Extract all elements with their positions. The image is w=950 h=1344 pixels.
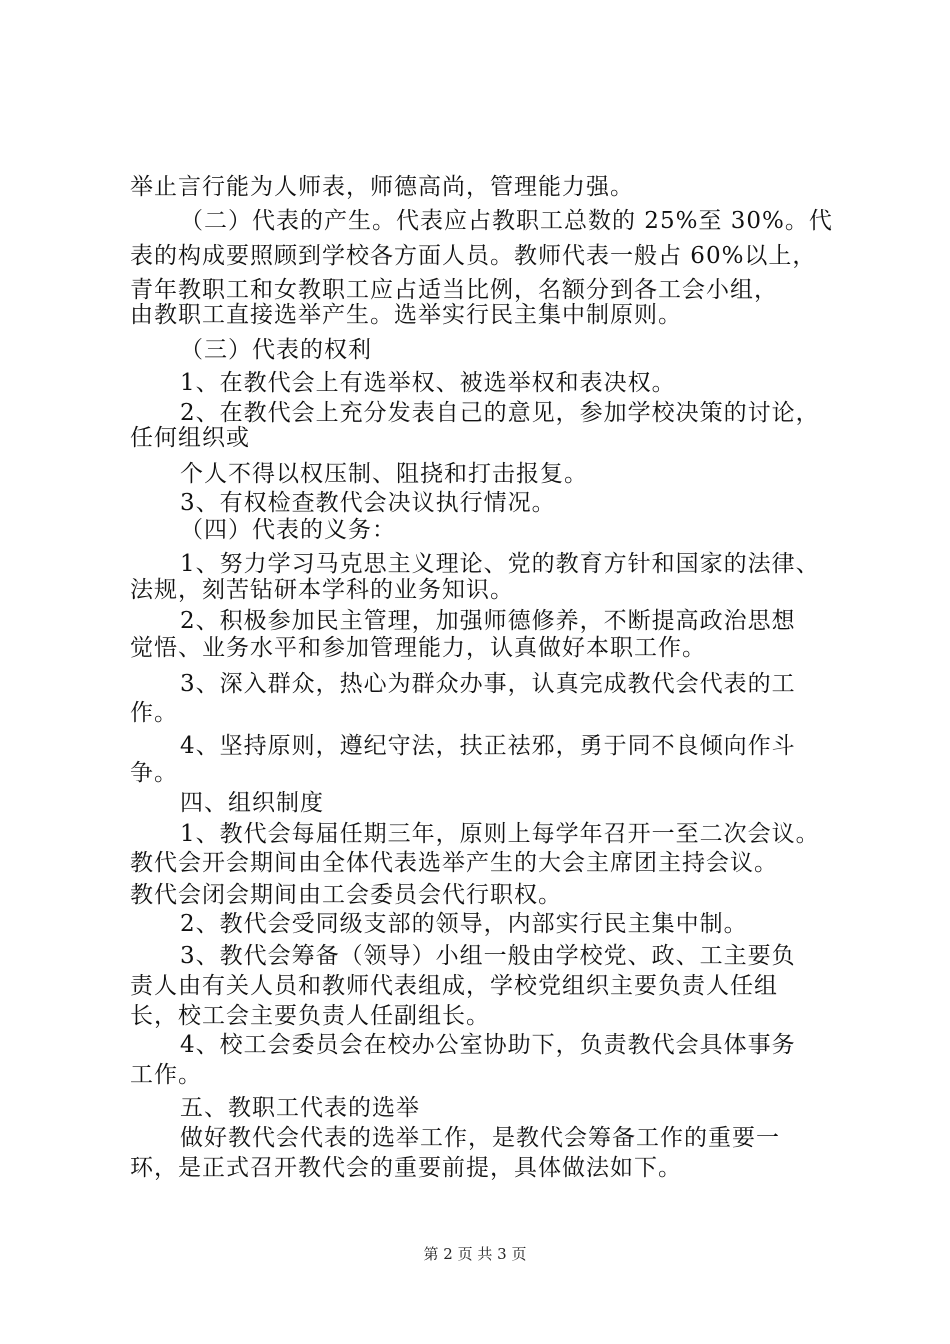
text-line-26: 3、教代会筹备（领导）小组一般由学校党、政、工主要负 [180,943,796,969]
text-line-32: 做好教代会代表的选举工作，是教代会筹备工作的重要一 [180,1125,780,1151]
text-line-5: 由教职工直接选举产生。选举实行民主集中制原则。 [130,302,682,328]
text-line-11: 3、有权检查教代会决议执行情况。 [180,490,556,516]
text-line-6: （三）代表的权利 [180,337,372,363]
text-line-25: 2、教代会受同级支部的领导，内部实行民主集中制。 [180,911,748,937]
text-line-23: 教代会开会期间由全体代表选举产生的大会主席团主持会议。 [130,850,778,876]
text-line-18: 作。 [130,700,178,726]
text-line-15: 2、积极参加民主管理，加强师德修养，不断提高政治思想 [180,608,796,634]
text-line-24: 教代会闭会期间由工会委员会代行职权。 [130,882,562,908]
text-line-20: 争。 [130,760,178,786]
text-line-13: 1、努力学习马克思主义理论、党的教育方针和国家的法律、 [180,551,820,577]
text-line-19: 4、坚持原则，遵纪守法，扶正祛邪，勇于同不良倾向作斗 [180,733,796,759]
text-line-14: 法规，刻苦钻研本学科的业务知识。 [130,577,514,603]
page-number-footer: 第 2 页 共 3 页 [423,1245,527,1263]
text-line-3: 表的构成要照顾到学校各方面人员。教师代表一般占 60%以上， [130,243,817,269]
text-line-27: 责人由有关人员和教师代表组成，学校党组织主要负责人任组 [130,973,778,999]
text-line-4: 青年教职工和女教职工应占适当比例，名额分到各工会小组， [130,277,778,303]
text-line-22: 1、教代会每届任期三年，原则上每学年召开一至二次会议。 [180,821,820,847]
text-line-30: 工作。 [130,1062,202,1088]
text-line-28: 长，校工会主要负责人任副组长。 [130,1003,490,1029]
text-line-31: 五、教职工代表的选举 [180,1095,420,1121]
text-line-8: 2、在教代会上充分发表自己的意见，参加学校决策的讨论， [180,400,820,426]
text-line-16: 觉悟、业务水平和参加管理能力，认真做好本职工作。 [130,635,706,661]
text-line-1: 举止言行能为人师表，师德高尚，管理能力强。 [130,174,634,200]
text-line-17: 3、深入群众，热心为群众办事，认真完成教代会代表的工 [180,671,796,697]
text-line-7: 1、在教代会上有选举权、被选举权和表决权。 [180,370,676,396]
text-line-12: （四）代表的义务： [180,517,396,543]
text-line-29: 4、校工会委员会在校办公室协助下，负责教代会具体事务 [180,1032,796,1058]
text-line-33: 环，是正式召开教代会的重要前提，具体做法如下。 [130,1155,682,1181]
text-line-21: 四、组织制度 [180,790,324,816]
text-line-9: 任何组织或 [130,425,250,451]
text-line-10: 个人不得以权压制、阻挠和打击报复。 [180,461,588,487]
text-line-2: （二）代表的产生。代表应占教职工总数的 25%至 30%。代 [180,208,833,234]
